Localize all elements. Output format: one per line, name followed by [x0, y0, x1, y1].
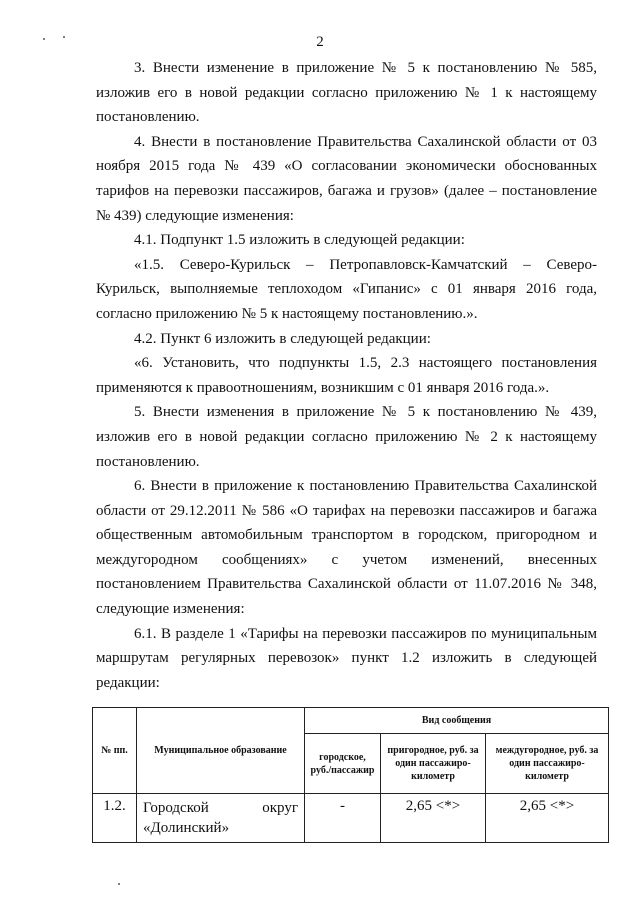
paragraph-6-1: 6.1. В разделе 1 «Тарифы на перевозки пассажиров по муниципальным маршрутам регулярных перевозок» пункт 1.2 изложить в следующей редакции:	[96, 625, 597, 691]
row-intercity: 2,65 <*>	[486, 794, 609, 843]
row-municipality: Городской округ «Долинский»	[137, 794, 305, 843]
paragraph-4-2: 4.2. Пункт 6 изложить в следующей редакции:	[134, 330, 431, 347]
paragraph-5: 5. Внести изменения в приложение № 5 к постановлению № 439, изложив его в новой редакции согласно приложению № 2 к настоящему постановлению.	[96, 404, 597, 470]
document-body	[96, 56, 597, 695]
header-num: № пп.	[93, 708, 137, 794]
paragraph-1-5-quote: «1.5. Северо-Курильск – Петропавловск-Камчатский – Северо-Курильск, выполняемые теплоходом «Гипанис» с 01 января 2016 года, согласно приложению № 5 к настоящему постановлению.».	[96, 256, 597, 322]
table-row	[93, 794, 609, 843]
header-suburban: пригородное, руб. за один пассажиро-километр	[381, 734, 486, 794]
row-city: -	[305, 794, 381, 843]
paragraph-4-1: 4.1. Подпункт 1.5 изложить в следующей редакции:	[134, 232, 465, 249]
tariff-table	[92, 707, 609, 843]
table-header-row	[93, 708, 609, 734]
row-num: 1.2.	[93, 794, 137, 843]
paragraph-3: 3. Внести изменение в приложение № 5 к постановлению № 585, изложив его в новой редакции согласно приложению № 1 к настоящему постановлению.	[96, 60, 597, 126]
paragraph-6-quote: «6. Установить, что подпункты 1.5, 2.3 настоящего постановления применяются к правоотношениям, возникшим с 01 января 2016 года.».	[96, 355, 597, 396]
header-intercity: междугородное, руб. за один пассажиро-километр	[486, 734, 609, 794]
header-service-type: Вид сообщения	[305, 708, 609, 734]
header-municipality: Муниципальное образование	[137, 708, 305, 794]
header-city: городское, руб./пассажир	[305, 734, 381, 794]
row-suburban: 2,65 <*>	[381, 794, 486, 843]
paragraph-4: 4. Внести в постановление Правительства Сахалинской области от 03 ноября 2015 года № 439 «О согласовании экономически обоснованных тарифов на перевозки пассажиров, багажа и грузов» (далее – постановление № 439) следующие изменения:	[96, 133, 597, 224]
page-number: 2	[316, 34, 324, 50]
paragraph-6: 6. Внести в приложение к постановлению Правительства Сахалинской области от 29.12.2011 № 586 «О тарифах на перевозки пассажиров и багажа общественным автомобильным транспортом в городском, пригородном и междугородном сообщениях» с учетом изменений, внесенных постановлением Правительства Сахалинской области от 11.07.2016 № 348, следующие изменения:	[96, 478, 597, 618]
